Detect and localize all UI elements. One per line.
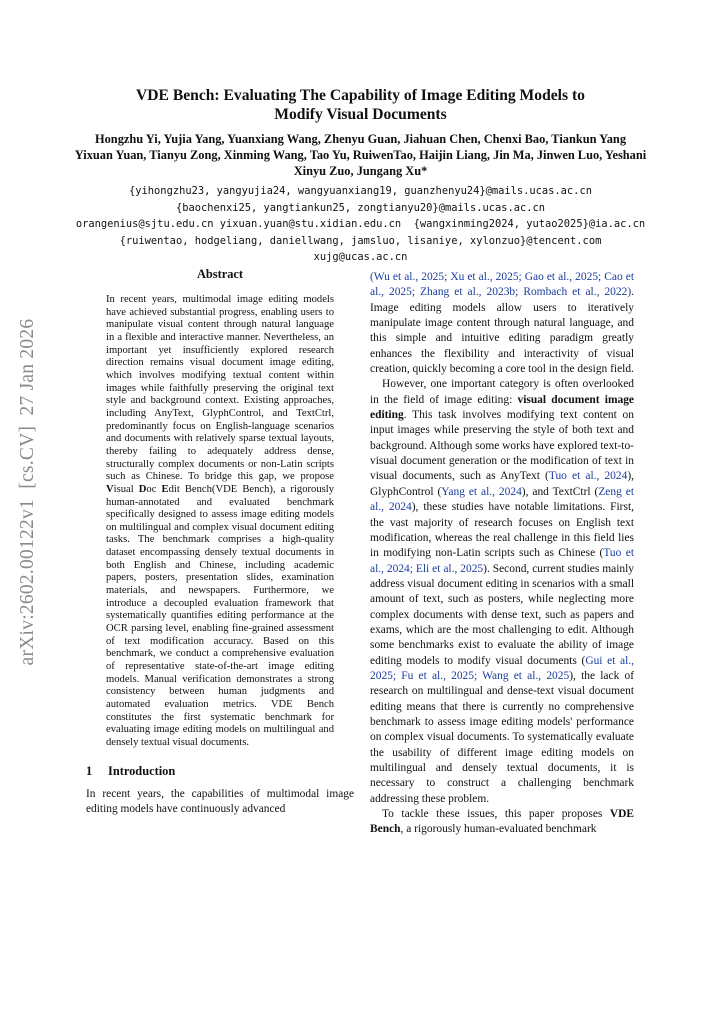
paragraph-text: ), GlyphControl (	[370, 470, 635, 498]
authors-line-2: Yixuan Yuan, Tianyu Zong, Xinming Wang, Tao Yu, RuiwenTao, Haijin Liang, Jin Ma, Jinwen Luo, Yeshani	[74, 148, 647, 162]
abstract-text-1: In recent years, multimodal image editing models have achieved substantial progress, enabling users to manipulate visual content through natural language in a flexible and interactive manner. Nevertheless, an important yet insufficiently explored research direction remains visual document image editing, which involves modifying textual content within images while faithfully preserving the original text style and background context. Existing approaches, including AnyText, GlyphControl, and TextCtrl, predominantly focus on English-language scenarios and documents with relatively sparse textual layouts, thereby failing to adequately address dense, structurally complex documents or non-Latin scripts such as Chinese. To bridge this gap, we propose	[106, 294, 334, 483]
section-heading-introduction	[86, 763, 354, 779]
abstract-bold-d: D	[138, 483, 147, 495]
paragraph-text: ), and TextCtrl (	[521, 485, 599, 498]
paragraph-text: ), these studies have notable limitations. First, the vast majority of research focuses on English text modification, whereas the real challenge in this field lies in modifying non-Latin scripts such as Chinese (	[370, 501, 634, 560]
citation-link[interactable]: Tuo et al., 2024	[548, 470, 628, 483]
citation-link[interactable]: Gui et al., 2025; Fu et al., 2025; Wang et al., 2025	[370, 654, 634, 682]
title-line-2: Modify Visual Documents	[274, 106, 447, 123]
bold-term: VDE Bench	[370, 808, 634, 836]
abstract-mid-d: oc	[146, 483, 162, 495]
paper-title	[60, 86, 661, 124]
paragraph-text: . This task involves modifying text content on input images while preserving the style of both text and background. Although some works have explored text-to-visual document generation or the modification of text in visual documents, such as AnyText (	[370, 409, 634, 483]
authors-line-1: Hongzhu Yi, Yujia Yang, Yuanxiang Wang, Zhenyu Guan, Jiahuan Chen, Chenxi Bao, Tiankun Yang	[94, 132, 627, 146]
citation-link[interactable]: (Wu et al., 2025; Xu et al., 2025; Gao et al., 2025; Cao et al., 2025; Zhang et al., 2023b; Rombach et al., 2022)	[370, 271, 634, 299]
author-list	[20, 131, 701, 179]
bold-term: visual document image editing	[370, 393, 634, 422]
citation-link[interactable]: Tuo et al., 2024; Eli et al., 2025	[370, 547, 635, 575]
paragraph-text: ). Second, current studies mainly address visual document editing in scenarios with a small amount of text, such as posters, while neglecting more complex documents with dense text, such as papers and exams, which are the most challenging to edit. Although some benchmarks exist to evaluate the ability of image editing models to modify visual documents (	[370, 562, 634, 667]
email-line-4: {ruiwentao, hodgeliang, daniellwang, jamsluo, lisaniye, xylonzuo}@tencent.com	[119, 234, 602, 247]
email-line-5: xujg@ucas.ac.cn	[313, 251, 408, 264]
abstract-bold-v: V	[106, 483, 114, 495]
paragraph-text: To tackle these issues, this paper proposes	[382, 808, 610, 821]
abstract-heading: Abstract	[196, 267, 244, 281]
authors-line-3: Xinyu Zuo, Jungang Xu*	[293, 164, 428, 178]
citation-link[interactable]: Zeng et al., 2024	[370, 485, 634, 514]
paragraph-text: ), the lack of research on multilingual and dense-text visual document editing means that there is currently no comprehensive benchmark to assess image editing models' performance on complex visual documents. To systematically evaluate the usability of different image editing models on multilingual and densely textual documents, it is necessary to construct a challenging benchmark addressing these problem.	[370, 669, 635, 805]
abstract-mid-v: isual	[113, 483, 139, 495]
paragraph-text: However, one important category is often overlooked in the field of image editing:	[370, 378, 634, 406]
arxiv-stamp-text: arXiv:2602.00122v1 [cs.CV] 27 Jan 2026	[17, 318, 38, 666]
arxiv-stamp	[14, 300, 42, 685]
section-title: Introduction	[108, 763, 176, 778]
paragraph-text: . Image editing models allow users to iteratively manipulate image content through natural language, and this simple and intuitive editing paradigm greatly enhances the flexibility and interactivity of visual creation, quickly becoming a core tool in the design field.	[370, 286, 634, 376]
introduction-body: In recent years, the capabilities of multimodal image editing models have continuously advanced	[86, 787, 354, 815]
section-number: 1	[86, 763, 93, 778]
abstract-body	[106, 294, 334, 750]
email-line-3: orangenius@sjtu.edu.cn yixuan.yuan@stu.xidian.edu.cn {wangxinming2024, yutao2025}@ia.ac.cn	[75, 218, 646, 231]
paragraph-2	[370, 377, 634, 807]
right-column	[370, 270, 634, 838]
left-column	[86, 266, 354, 817]
abstract-bold-e: E	[161, 483, 169, 495]
citation-link[interactable]: Yang et al., 2024	[441, 485, 522, 498]
author-emails	[10, 183, 711, 266]
abstract-text-2: dit Bench(VDE Bench), a rigorously human-annotated and evaluated benchmark specifically designed to assess image editing models on multilingual and complex visual document editing tasks. The benchmark comprises a high-quality dataset encompassing densely textual documents in both English and Chinese, including academic papers, posters, presentation slides, examination materials, and newspapers. Furthermore, we introduce a decoupled evaluation framework that systematically quantifies editing performance at the OCR parsing level, enabling fine-grained assessment of text modification accuracy. Based on this benchmark, we conduct a comprehensive evaluation of representative state-of-the-art image editing models. Manual verification demonstrates a strong consistency between human judgments and automated evaluation metrics. VDE Bench constitutes the first systematic benchmark for evaluating image editing models on multilingual and densely textual visual documents.	[106, 483, 334, 748]
title-line-1: VDE Bench: Evaluating The Capability of Image Editing Models to	[136, 87, 585, 104]
email-line-1: {yihongzhu23, yangyujia24, wangyuanxiang19, guanzhenyu24}@mails.ucas.ac.cn	[129, 185, 592, 197]
paragraph-3	[370, 807, 634, 838]
email-line-2: {baochenxi25, yangtiankun25, zongtianyu20}@mails.ucas.ac.cn	[175, 201, 546, 214]
paragraph-1	[370, 270, 634, 377]
paragraph-text: , a rigorously human-evaluated benchmark	[400, 823, 597, 836]
